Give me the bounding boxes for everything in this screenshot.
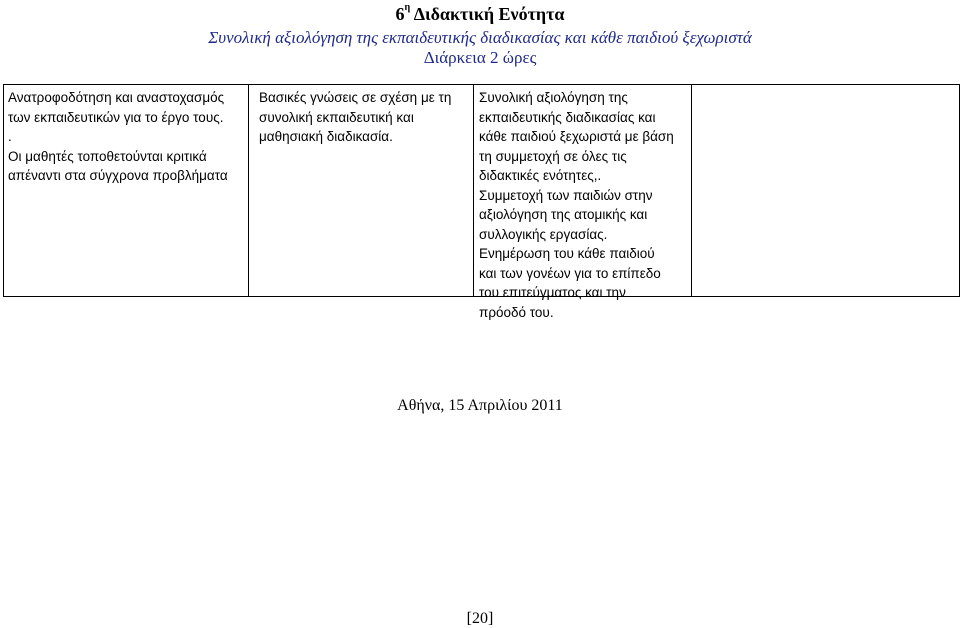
lesson-title-text: Διδακτική Ενότητα bbox=[410, 4, 565, 24]
lesson-duration: Διάρκεια 2 ώρες bbox=[423, 48, 537, 67]
cell-line: του επιτεύγματος και την bbox=[479, 285, 626, 300]
cell-line: εκπαιδευτικής διαδικασίας και bbox=[479, 109, 656, 125]
cell-line: Συμμετοχή των παιδιών στην bbox=[479, 187, 653, 203]
cell-line: κάθε παιδιού ξεχωριστά με βάση bbox=[479, 129, 674, 144]
activities-column bbox=[474, 85, 692, 320]
lesson-number: 6 bbox=[395, 4, 405, 24]
cell-line: διδακτικές ενότητες,. bbox=[479, 168, 602, 183]
cell-line: Ενημέρωση του κάθε παιδιού bbox=[479, 246, 655, 261]
cell-line: και των γονέων για το επίπεδο bbox=[479, 265, 661, 281]
page-number: [20] bbox=[466, 610, 494, 627]
cell-line: απέναντι στα σύγχρονα προβλήματα bbox=[8, 168, 228, 183]
cell-line: Βασικές γνώσεις σε σχέση με τη bbox=[259, 90, 452, 105]
objectives-column bbox=[4, 85, 249, 296]
lesson-table bbox=[3, 84, 960, 320]
knowledge-column bbox=[249, 85, 474, 296]
cell-line: συνολική εκπαιδευτική και bbox=[259, 109, 414, 125]
cell-line: πρόοδό του. bbox=[479, 304, 554, 320]
cell-line: αξιολόγηση της ατομικής και bbox=[479, 207, 648, 222]
lesson-subtitle: Συνολική αξιολόγηση της εκπαιδευτικής διαδικασίας και κάθε παιδιού ξεχωριστά bbox=[208, 28, 752, 47]
lesson-title bbox=[0, 4, 960, 25]
cell-line: συλλογικής εργασίας. bbox=[479, 226, 608, 242]
lesson-number-superscript: η bbox=[404, 2, 411, 13]
cell-line: Συνολική αξιολόγηση της bbox=[479, 90, 628, 105]
cell-line: των εκπαιδευτικών για το έργο τους. bbox=[8, 109, 224, 125]
cell-line: Οι μαθητές τοποθετούνται κριτικά bbox=[8, 148, 207, 164]
signature-date: Αθήνα, 15 Απριλίου 2011 bbox=[397, 397, 563, 414]
empty-column bbox=[692, 85, 959, 296]
cell-line: τη συμμετοχή σε όλες τις bbox=[479, 148, 627, 164]
cell-line: Ανατροφοδότηση και αναστοχασμός bbox=[8, 90, 225, 105]
cell-line: . bbox=[8, 129, 12, 144]
cell-line: μαθησιακή διαδικασία. bbox=[259, 129, 393, 144]
